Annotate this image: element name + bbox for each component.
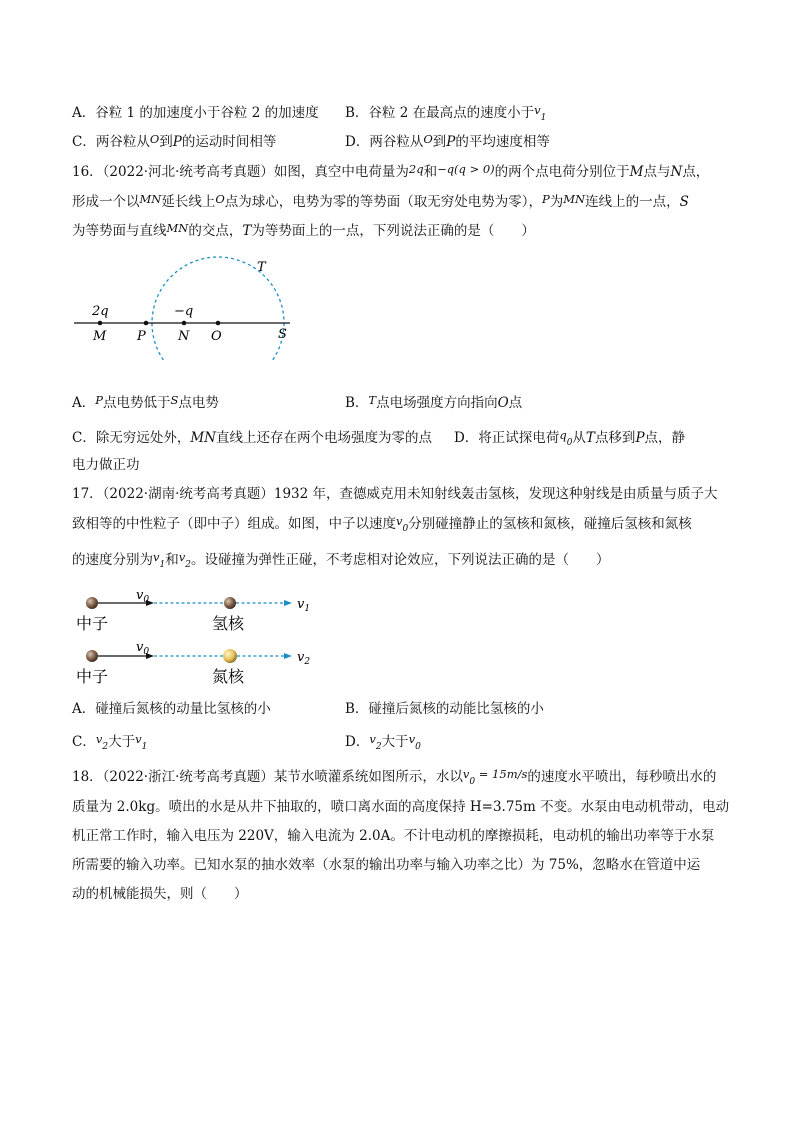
q16-option-b: B．T点电场强度方向指向O点 <box>345 393 523 411</box>
q17-option-b: B．碰撞后氮核的动能比氢核的小 <box>345 701 544 717</box>
label-neutron-1: 中子 <box>76 614 109 633</box>
q18-stem-line5: 动的机械能损失，则（ ） <box>72 886 248 902</box>
q17-stem-line2: 致相等的中性粒子（即中子）组成。如图，中子以速度$v_0$分别碰撞静止的氢核和氮核，碰撞后氢核和氮核 <box>72 514 692 534</box>
neutron-ball-1 <box>86 597 98 609</box>
q16-diagram <box>70 255 310 360</box>
q16-option-a: A．P点电势低于S点电势 <box>72 393 219 411</box>
q16-stem-line3: 为等势面与直线MN的交点，T为等势面上的一点，下列说法正确的是（ ） <box>72 221 535 239</box>
q17-stem-line3: 的速度分别为$v_1$和$v_2$。设碰撞为弹性正碰，不考虑相对论效应，下列说法正确的是（ ） <box>72 550 610 570</box>
label-o: O <box>211 329 222 344</box>
point-m <box>98 321 103 326</box>
label-nitrogen: 氮核 <box>212 667 245 686</box>
hydrogen-nucleus <box>224 597 236 609</box>
label-m: M <box>93 329 107 344</box>
point-n <box>182 321 187 326</box>
point-p <box>144 321 149 326</box>
nitrogen-nucleus <box>223 649 237 663</box>
label-s: S <box>278 327 287 342</box>
q17-option-c: C．$v_2$大于$v_1$ <box>72 732 148 752</box>
q18-stem-line2: 质量为 2.0kg。喷出的水是从井下抽取的，喷口离水面的高度保持 H=3.75m 不变。水泵由电动机带动，电动 <box>72 799 730 815</box>
q15-option-c: C．两谷粒从O到P的运动时间相等 <box>72 132 277 150</box>
label-n: N <box>178 329 190 344</box>
label-p: P <box>137 329 146 344</box>
label-v1: $v_1$ <box>297 597 311 614</box>
label-v0-2: $v_0$ <box>136 640 150 657</box>
q15-option-a: A．谷粒 1 的加速度小于谷粒 2 的加速度 <box>72 105 319 121</box>
label-hydrogen: 氢核 <box>212 614 245 633</box>
neutron-ball-2 <box>86 650 98 662</box>
q15-option-d: D．两谷粒从O到P的平均速度相等 <box>345 132 550 150</box>
label-v0-1: $v_0$ <box>136 588 150 605</box>
point-o <box>216 321 221 326</box>
label-t: T <box>257 260 266 275</box>
q16-stem-line2: 形成一个以MN延长线上O点为球心，电势为零的等势面（取无穷处电势为零），P为MN连线上的一点，S <box>72 192 689 210</box>
arrowhead-1b <box>284 600 292 606</box>
label-neutron-2: 中子 <box>76 667 109 686</box>
q16-stem-line1: 16．（2022·河北·统考高考真题）如图，真空中电荷量为2q和−q(q > 0)的两个点电荷分别位于M点与N点， <box>72 162 710 180</box>
arrowhead-2b <box>284 653 292 659</box>
q17-diagram <box>70 585 330 690</box>
label-charge-neg-q: −q <box>174 304 194 319</box>
label-v2: $v_2$ <box>297 650 311 667</box>
q18-stem-line4: 所需要的输入功率。已知水泵的抽水效率（水泵的输出功率与输入功率之比）为 75%，忽略水在管道中运 <box>72 857 701 873</box>
q16-option-c-d: C．除无穷远处外，MN直线上还存在两个电场强度为零的点 D．将正试探电荷$q_0$从T点移到P点，静 <box>72 428 686 448</box>
q16-option-d-line2: 电力做正功 <box>72 457 140 473</box>
q17-option-d: D．$v_2$大于$v_0$ <box>345 732 421 752</box>
label-charge-2q: 2q <box>92 304 109 319</box>
q18-stem-line3: 机正常工作时，输入电压为 220V，输入电流为 2.0A。不计电动机的摩擦损耗，电动机的输出功率等于水泵 <box>72 828 715 844</box>
q15-option-b: B．谷粒 2 在最高点的速度小于$v_1$ <box>345 103 547 123</box>
q17-option-a: A．碰撞后氮核的动量比氢核的小 <box>72 701 271 717</box>
q18-stem-line1: 18．（2022·浙江·统考高考真题）某节水喷灌系统如图所示，水以$v_0 = 15m/s$的速度水平喷出，每秒喷出水的 <box>72 767 717 787</box>
q17-stem-line1: 17．（2022·湖南·统考高考真题）1932 年，查德威克用未知射线轰击氢核，发现这种射线是由质量与质子大 <box>72 486 718 502</box>
